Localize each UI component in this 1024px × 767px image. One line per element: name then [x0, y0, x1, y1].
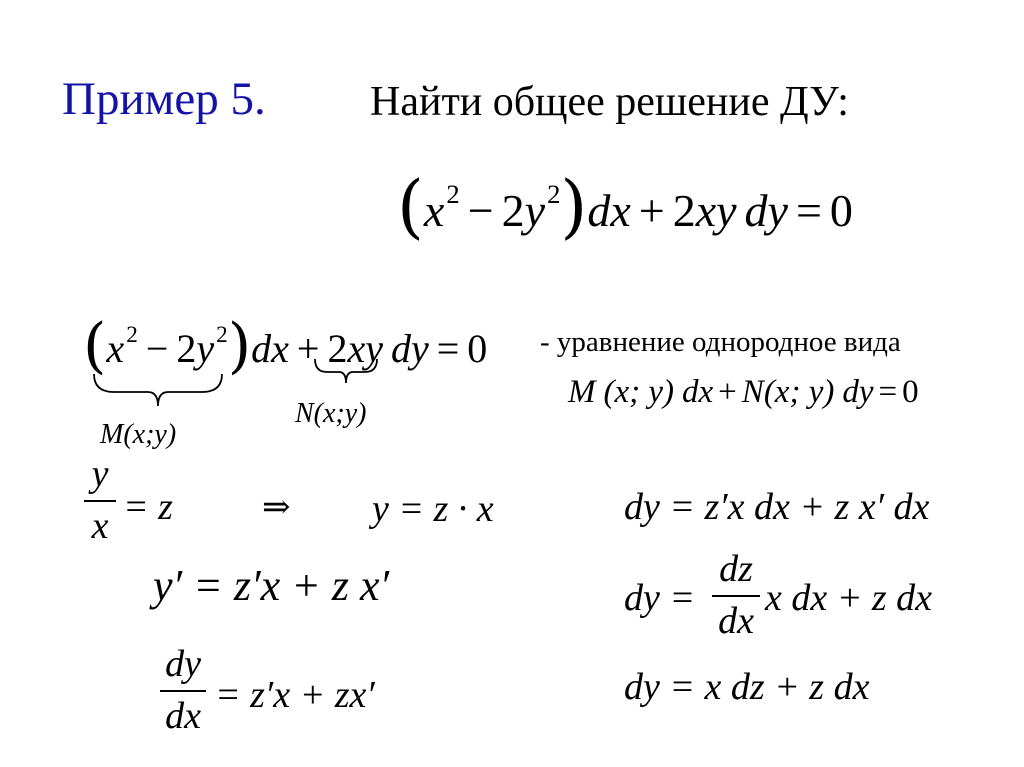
- brace-N: [313, 356, 379, 386]
- dydx-fraction: dy dx: [160, 645, 206, 737]
- main-equation: $(x^2 - 2y^2)dx + 2xy$ dy = 0: [397, 167, 853, 248]
- substitution-rhs: = z: [123, 486, 173, 528]
- page-title: Пример 5.: [62, 73, 266, 125]
- brace-M: [92, 370, 224, 410]
- general-form-equation: M (x; y) dx + N(x; y) dy = 0: [568, 374, 919, 410]
- right-line-1: dy = z′x dx + z x′ dx: [624, 486, 930, 528]
- equation-with-braces: $(x^2 - 2y^2)dx + 2xy$ dy = 0: [83, 310, 488, 381]
- label-M: M(x;y): [100, 419, 177, 450]
- substitution-fraction: y x: [84, 455, 116, 547]
- dydx-rhs: = z′x + zx′: [215, 674, 375, 716]
- implies-arrow: ⇒: [262, 489, 291, 526]
- label-N: N(x;y): [295, 398, 367, 429]
- right-line-2-lhs: dy =: [624, 577, 696, 619]
- task-statement: Найти общее решение ДУ:: [370, 79, 849, 125]
- right-line-2-rhs: x dx + z dx: [765, 577, 933, 619]
- derivative-equation: y′ = z′x + z x′: [153, 561, 390, 610]
- homogeneous-note: - уравнение однородное вида: [540, 326, 901, 358]
- substitution-y: y = z · x: [372, 488, 494, 530]
- right-line-2-fraction: dz dx: [712, 550, 760, 642]
- right-line-3: dy = x dz + z dx: [624, 666, 870, 708]
